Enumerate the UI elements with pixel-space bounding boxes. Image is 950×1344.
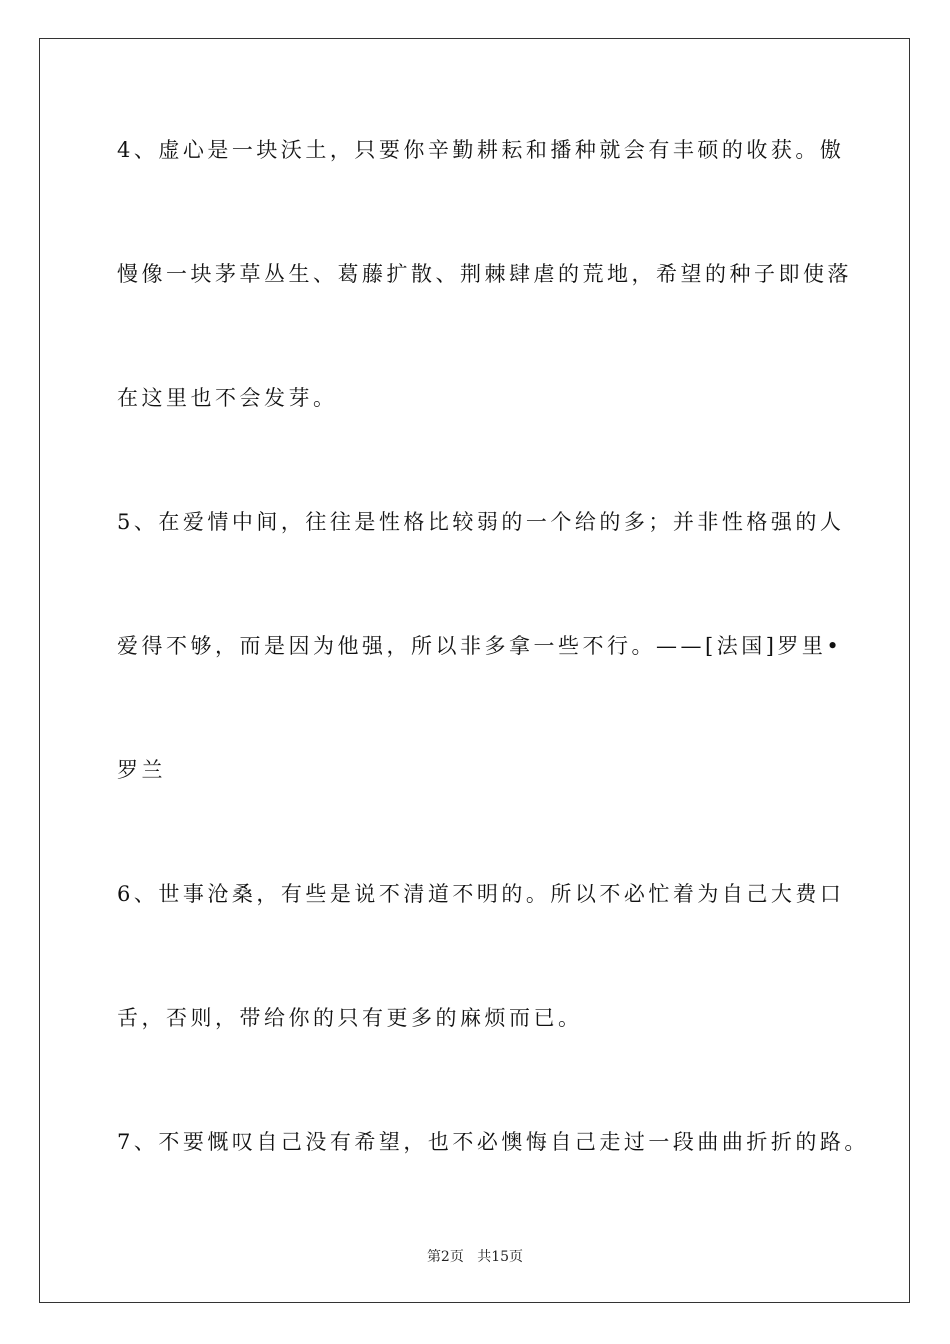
text-line-5: 爱得不够，而是因为他强，所以非多拿一些不行。——[法国]罗里•	[117, 634, 843, 658]
page-number: 第2页	[426, 1249, 464, 1265]
text-line-8: 舌，否则，带给你的只有更多的麻烦而已。	[117, 1006, 583, 1030]
page-total: 共15页	[477, 1249, 524, 1265]
text-line-7: 6、世事沧桑，有些是说不清道不明的。所以不必忙着为自己大费口	[117, 882, 845, 906]
page-border	[39, 38, 910, 1303]
page-footer	[0, 1246, 950, 1266]
text-line-2: 慢像一块茅草丛生、葛藤扩散、荆棘肆虐的荒地，希望的种子即使落	[117, 262, 852, 286]
text-line-9: 7、不要慨叹自己没有希望，也不必懊悔自己走过一段曲曲折折的路。	[117, 1130, 869, 1154]
text-line-4: 5、在爱情中间，往往是性格比较弱的一个给的多；并非性格强的人	[117, 510, 845, 534]
text-line-3: 在这里也不会发芽。	[117, 386, 338, 410]
text-line-1: 4、虚心是一块沃土，只要你辛勤耕耘和播种就会有丰硕的收获。傲	[117, 138, 845, 162]
text-line-6: 罗兰	[117, 758, 166, 782]
